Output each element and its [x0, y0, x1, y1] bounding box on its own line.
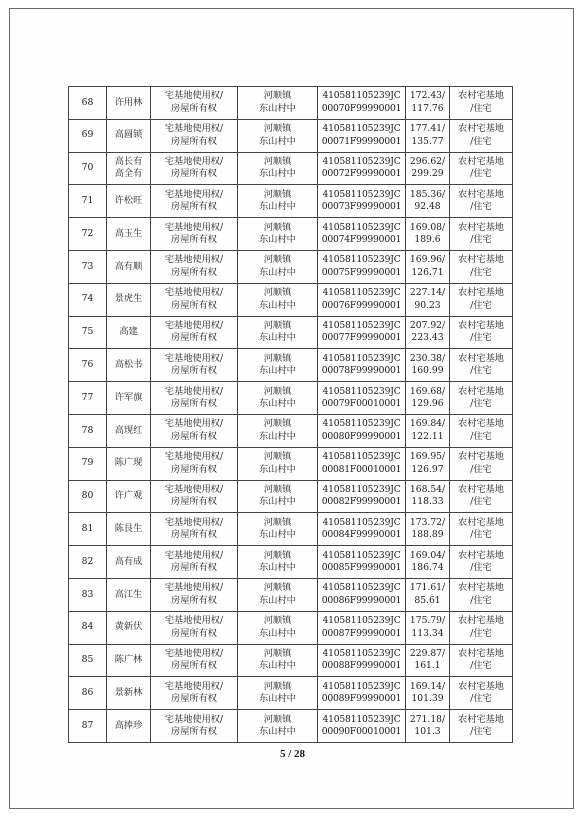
cell-row-number: 85 — [69, 644, 107, 677]
table-row — [69, 480, 513, 513]
cell-location: 河顺镇 东山村中 — [238, 513, 318, 546]
cell-right-type: 宅基地使用权/ 房屋所有权 — [151, 447, 238, 480]
cell-area: 185.36/ 92.48 — [406, 185, 450, 218]
cell-area: 172.43/ 117.76 — [406, 87, 450, 120]
cell-unit-code: 410581105239JC 00089F99990001 — [318, 677, 406, 710]
cell-row-number: 83 — [69, 578, 107, 611]
cell-owner-name: 高松书 — [107, 349, 151, 382]
cell-location: 河顺镇 东山村中 — [238, 546, 318, 579]
cell-unit-code: 410581105239JC 00080F99990001 — [318, 414, 406, 447]
cell-right-type: 宅基地使用权/ 房屋所有权 — [151, 119, 238, 152]
cell-land-use: 农村宅基地 /住宅 — [450, 185, 513, 218]
cell-row-number: 69 — [69, 119, 107, 152]
cell-land-use: 农村宅基地 /住宅 — [450, 414, 513, 447]
cell-unit-code: 410581105239JC 00085F99990001 — [318, 546, 406, 579]
cell-area: 296.62/ 299.29 — [406, 152, 450, 185]
cell-row-number: 87 — [69, 710, 107, 743]
cell-land-use: 农村宅基地 /住宅 — [450, 644, 513, 677]
cell-location: 河顺镇 东山村中 — [238, 250, 318, 283]
property-registry-table — [68, 86, 513, 743]
cell-owner-name: 许广观 — [107, 480, 151, 513]
cell-location: 河顺镇 东山村中 — [238, 316, 318, 349]
table-row — [69, 316, 513, 349]
cell-owner-name: 陈广林 — [107, 644, 151, 677]
cell-unit-code: 410581105239JC 00070F99990001 — [318, 87, 406, 120]
cell-unit-code: 410581105239JC 00071F99990001 — [318, 119, 406, 152]
cell-owner-name: 高现红 — [107, 414, 151, 447]
cell-area: 169.04/ 186.74 — [406, 546, 450, 579]
cell-land-use: 农村宅基地 /住宅 — [450, 218, 513, 251]
cell-area: 230.38/ 160.99 — [406, 349, 450, 382]
cell-area: 168.54/ 118.33 — [406, 480, 450, 513]
cell-land-use: 农村宅基地 /住宅 — [450, 316, 513, 349]
cell-unit-code: 410581105239JC 00078F99990001 — [318, 349, 406, 382]
cell-area: 169.14/ 101.39 — [406, 677, 450, 710]
cell-right-type: 宅基地使用权/ 房屋所有权 — [151, 283, 238, 316]
table-row — [69, 546, 513, 579]
cell-area: 169.84/ 122.11 — [406, 414, 450, 447]
cell-unit-code: 410581105239JC 00088F99990001 — [318, 644, 406, 677]
table-row — [69, 218, 513, 251]
table-row — [69, 185, 513, 218]
cell-area: 169.95/ 126.97 — [406, 447, 450, 480]
cell-unit-code: 410581105239JC 00074F99990001 — [318, 218, 406, 251]
cell-location: 河顺镇 东山村中 — [238, 283, 318, 316]
page-number: 5 / 28 — [279, 748, 306, 760]
cell-right-type: 宅基地使用权/ 房屋所有权 — [151, 250, 238, 283]
cell-right-type: 宅基地使用权/ 房屋所有权 — [151, 546, 238, 579]
cell-unit-code: 410581105239JC 00086F99990001 — [318, 578, 406, 611]
table-row — [69, 283, 513, 316]
table-row — [69, 152, 513, 185]
cell-unit-code: 410581105239JC 00082F99990001 — [318, 480, 406, 513]
table-row — [69, 611, 513, 644]
cell-owner-name: 高长有 高全有 — [107, 152, 151, 185]
cell-right-type: 宅基地使用权/ 房屋所有权 — [151, 677, 238, 710]
cell-row-number: 84 — [69, 611, 107, 644]
cell-row-number: 80 — [69, 480, 107, 513]
cell-unit-code: 410581105239JC 00079F00010001 — [318, 382, 406, 415]
cell-area: 169.68/ 129.96 — [406, 382, 450, 415]
cell-row-number: 86 — [69, 677, 107, 710]
cell-unit-code: 410581105239JC 00077F99990001 — [318, 316, 406, 349]
cell-location: 河顺镇 东山村中 — [238, 119, 318, 152]
cell-area: 271.18/ 101.3 — [406, 710, 450, 743]
cell-owner-name: 许用林 — [107, 87, 151, 120]
table-row — [69, 87, 513, 120]
cell-owner-name: 高玉生 — [107, 218, 151, 251]
cell-land-use: 农村宅基地 /住宅 — [450, 480, 513, 513]
cell-owner-name: 景新林 — [107, 677, 151, 710]
cell-location: 河顺镇 东山村中 — [238, 382, 318, 415]
cell-right-type: 宅基地使用权/ 房屋所有权 — [151, 480, 238, 513]
cell-location: 河顺镇 东山村中 — [238, 480, 318, 513]
cell-unit-code: 410581105239JC 00072F99990001 — [318, 152, 406, 185]
cell-location: 河顺镇 东山村中 — [238, 578, 318, 611]
cell-right-type: 宅基地使用权/ 房屋所有权 — [151, 414, 238, 447]
cell-location: 河顺镇 东山村中 — [238, 644, 318, 677]
cell-unit-code: 410581105239JC 00090F00010001 — [318, 710, 406, 743]
cell-unit-code: 410581105239JC 00084F99990001 — [318, 513, 406, 546]
table-row — [69, 710, 513, 743]
cell-row-number: 78 — [69, 414, 107, 447]
cell-row-number: 76 — [69, 349, 107, 382]
cell-area: 177.41/ 135.77 — [406, 119, 450, 152]
cell-land-use: 农村宅基地 /住宅 — [450, 710, 513, 743]
cell-right-type: 宅基地使用权/ 房屋所有权 — [151, 349, 238, 382]
table-row — [69, 578, 513, 611]
cell-owner-name: 陈艮生 — [107, 513, 151, 546]
cell-land-use: 农村宅基地 /住宅 — [450, 513, 513, 546]
cell-location: 河顺镇 东山村中 — [238, 87, 318, 120]
cell-unit-code: 410581105239JC 00073F99990001 — [318, 185, 406, 218]
cell-owner-name: 许军旗 — [107, 382, 151, 415]
cell-unit-code: 410581105239JC 00076F99990001 — [318, 283, 406, 316]
cell-right-type: 宅基地使用权/ 房屋所有权 — [151, 87, 238, 120]
cell-area: 229.87/ 161.1 — [406, 644, 450, 677]
cell-right-type: 宅基地使用权/ 房屋所有权 — [151, 185, 238, 218]
cell-owner-name: 高圆锁 — [107, 119, 151, 152]
cell-location: 河顺镇 东山村中 — [238, 185, 318, 218]
cell-land-use: 农村宅基地 /住宅 — [450, 447, 513, 480]
cell-location: 河顺镇 东山村中 — [238, 414, 318, 447]
cell-owner-name: 高建 — [107, 316, 151, 349]
cell-location: 河顺镇 东山村中 — [238, 218, 318, 251]
cell-owner-name: 高有成 — [107, 546, 151, 579]
cell-location: 河顺镇 东山村中 — [238, 611, 318, 644]
cell-location: 河顺镇 东山村中 — [238, 677, 318, 710]
cell-land-use: 农村宅基地 /住宅 — [450, 546, 513, 579]
cell-location: 河顺镇 东山村中 — [238, 447, 318, 480]
cell-unit-code: 410581105239JC 00075F99990001 — [318, 250, 406, 283]
table-row — [69, 349, 513, 382]
cell-area: 171.61/ 85.61 — [406, 578, 450, 611]
cell-area: 207.92/ 223.43 — [406, 316, 450, 349]
cell-owner-name: 高捧珍 — [107, 710, 151, 743]
cell-land-use: 农村宅基地 /住宅 — [450, 283, 513, 316]
cell-row-number: 81 — [69, 513, 107, 546]
cell-right-type: 宅基地使用权/ 房屋所有权 — [151, 513, 238, 546]
cell-row-number: 79 — [69, 447, 107, 480]
table-row — [69, 414, 513, 447]
table-row — [69, 447, 513, 480]
cell-right-type: 宅基地使用权/ 房屋所有权 — [151, 382, 238, 415]
cell-row-number: 71 — [69, 185, 107, 218]
cell-land-use: 农村宅基地 /住宅 — [450, 382, 513, 415]
table-body — [69, 87, 513, 743]
cell-location: 河顺镇 东山村中 — [238, 152, 318, 185]
cell-unit-code: 410581105239JC 00081F00010001 — [318, 447, 406, 480]
cell-right-type: 宅基地使用权/ 房屋所有权 — [151, 578, 238, 611]
table-row — [69, 513, 513, 546]
cell-land-use: 农村宅基地 /住宅 — [450, 578, 513, 611]
cell-right-type: 宅基地使用权/ 房屋所有权 — [151, 218, 238, 251]
cell-row-number: 70 — [69, 152, 107, 185]
cell-row-number: 82 — [69, 546, 107, 579]
table-row — [69, 677, 513, 710]
cell-land-use: 农村宅基地 /住宅 — [450, 677, 513, 710]
cell-row-number: 74 — [69, 283, 107, 316]
cell-right-type: 宅基地使用权/ 房屋所有权 — [151, 316, 238, 349]
cell-right-type: 宅基地使用权/ 房屋所有权 — [151, 644, 238, 677]
cell-right-type: 宅基地使用权/ 房屋所有权 — [151, 152, 238, 185]
table-row — [69, 644, 513, 677]
cell-right-type: 宅基地使用权/ 房屋所有权 — [151, 611, 238, 644]
cell-area: 175.79/ 113.34 — [406, 611, 450, 644]
cell-owner-name: 高有顺 — [107, 250, 151, 283]
cell-land-use: 农村宅基地 /住宅 — [450, 250, 513, 283]
cell-row-number: 75 — [69, 316, 107, 349]
cell-area: 227.14/ 90.23 — [406, 283, 450, 316]
cell-owner-name: 陈广现 — [107, 447, 151, 480]
cell-land-use: 农村宅基地 /住宅 — [450, 119, 513, 152]
cell-right-type: 宅基地使用权/ 房屋所有权 — [151, 710, 238, 743]
cell-location: 河顺镇 东山村中 — [238, 710, 318, 743]
cell-owner-name: 景虎生 — [107, 283, 151, 316]
cell-owner-name: 黄新伏 — [107, 611, 151, 644]
cell-unit-code: 410581105239JC 00087F99990001 — [318, 611, 406, 644]
cell-row-number: 73 — [69, 250, 107, 283]
cell-location: 河顺镇 东山村中 — [238, 349, 318, 382]
cell-area: 173.72/ 188.89 — [406, 513, 450, 546]
cell-land-use: 农村宅基地 /住宅 — [450, 349, 513, 382]
cell-owner-name: 高江生 — [107, 578, 151, 611]
cell-land-use: 农村宅基地 /住宅 — [450, 611, 513, 644]
cell-row-number: 68 — [69, 87, 107, 120]
cell-area: 169.08/ 189.6 — [406, 218, 450, 251]
table-row — [69, 250, 513, 283]
table-row — [69, 119, 513, 152]
cell-row-number: 72 — [69, 218, 107, 251]
cell-land-use: 农村宅基地 /住宅 — [450, 152, 513, 185]
table-row — [69, 382, 513, 415]
cell-land-use: 农村宅基地 /住宅 — [450, 87, 513, 120]
cell-area: 169.96/ 126.71 — [406, 250, 450, 283]
cell-owner-name: 许松旺 — [107, 185, 151, 218]
cell-row-number: 77 — [69, 382, 107, 415]
